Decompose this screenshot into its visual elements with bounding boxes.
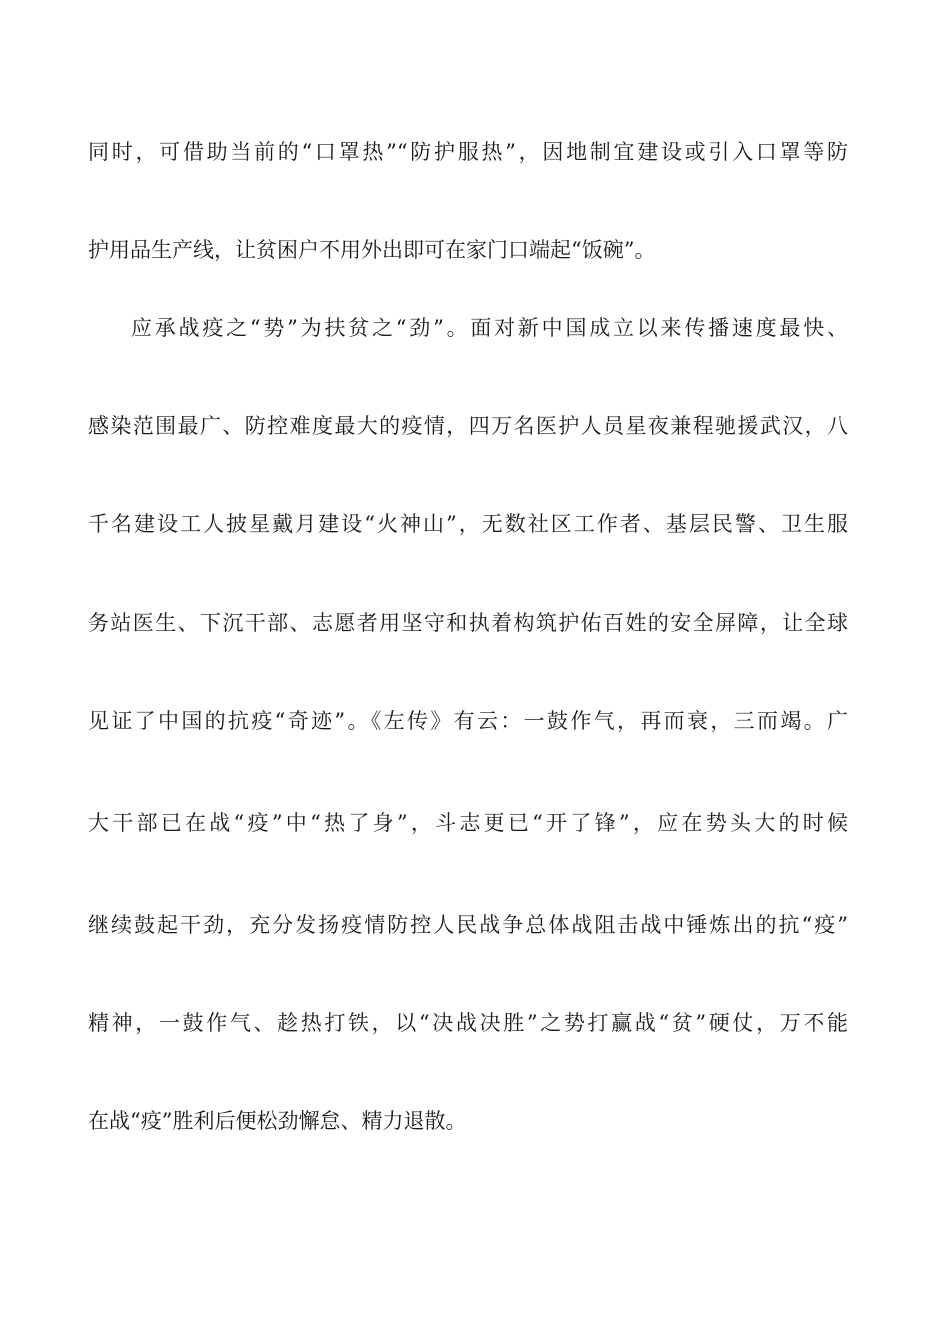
- paragraph-2-line-2: 感染范围最广、防控难度最大的疫情，四万名医护人员星夜兼程驰援武汉，八: [88, 414, 848, 438]
- paragraph-1-line-2: 护用品生产线，让贫困户不用外出即可在家门口端起“饭碗”。: [88, 238, 656, 262]
- paragraph-2-line-8: 精神，一鼓作气、趁热打铁，以“决战决胜”之势打赢战“贫”硬仗，万不能: [88, 1011, 848, 1035]
- paragraph-1-line-1: 同时，可借助当前的“口罩热”“防护服热”，因地制宜建设或引入口罩等防: [88, 140, 848, 164]
- paragraph-2-line-9: 在战“疫”胜利后便松劲懈怠、精力退散。: [88, 1109, 467, 1133]
- paragraph-2-line-4: 务站医生、下沉干部、志愿者用坚守和执着构筑护佑百姓的安全屏障，让全球: [88, 611, 848, 635]
- paragraph-2-line-7: 继续鼓起干劲，充分发扬疫情防控人民战争总体战阻击战中锤炼出的抗“疫”: [88, 913, 848, 937]
- paragraph-2-line-5: 见证了中国的抗疫“奇迹”。《左传》有云：一鼓作气，再而衰，三而竭。广: [88, 709, 848, 733]
- paragraph-2-line-1: 应承战疫之“势”为扶贫之“劲”。面对新中国成立以来传播速度最快、: [131, 316, 848, 340]
- paragraph-2-line-3: 千名建设工人披星戴月建设“火神山”，无数社区工作者、基层民警、卫生服: [88, 512, 848, 536]
- paragraph-2-line-6: 大干部已在战“疫”中“热了身”，斗志更已“开了锋”，应在势头大的时候: [88, 811, 848, 835]
